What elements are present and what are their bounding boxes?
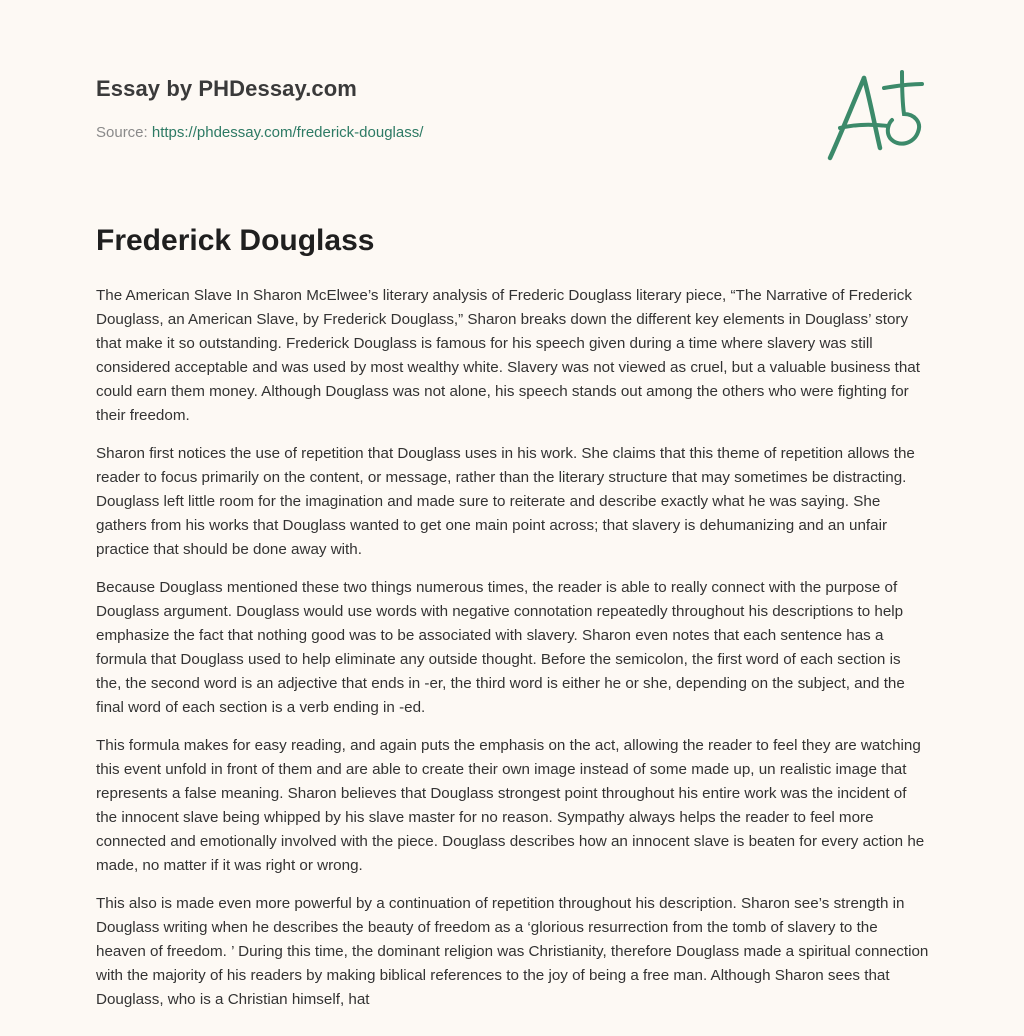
essay-paragraph: The American Slave In Sharon McElwee’s literary analysis of Frederic Douglass literary piece, “The Narrative of Frederick Douglass, an American Slave, by Frederick Douglass,” Sharon breaks down the different key elements in Douglass’ story that make it so outstanding. Frederick Douglass is famous for his speech given during a time where slavery was still considered acceptable and was used by most wealthy white. Slavery was not viewed as cruel, but a valuable business that could earn them money. Although Douglass was not alone, his speech stands out among the others who were fighting for their freedom. [96, 287, 920, 424]
source-link[interactable]: https://phdessay.com/frederick-douglass/ [151, 124, 424, 141]
essay-body [96, 284, 930, 1026]
essay-paragraph: This also is made even more powerful by a continuation of repetition throughout his description. Sharon see’s strength in Douglass writing when he describes the beauty of freedom as a ‘glorious resurrection from the tomb of slavery to the heaven of freedom. ’ During this time, the dominant religion was Christianity, therefore Douglass made a spiritual connection with the majority of his readers by making biblical references to the joy of being a free man. Although Sharon sees that Douglass, who is a Christian himself, hat [96, 895, 929, 1008]
essay-title: Frederick Douglass [96, 224, 375, 257]
site-brand: Essay by PHDessay.com [96, 76, 357, 101]
essay-paragraph: Sharon first notices the use of repetition that Douglass uses in his work. She claims that this theme of repetition allows the reader to focus primarily on the content, or message, rather than the literary structure that may sometimes be distracting. Douglass left little room for the imagination and made sure to reiterate and describe exactly what he was saying. She gathers from his works that Douglass wanted to get one main point across; that slavery is dehumanizing and an unfair practice that should be done away with. [96, 445, 915, 558]
source-line [96, 124, 423, 141]
a-plus-logo-icon [818, 66, 930, 166]
essay-paragraph: Because Douglass mentioned these two things numerous times, the reader is able to really connect with the purpose of Douglass argument. Douglass would use words with negative connotation repeatedly throughout his descriptions to help emphasize the fact that nothing good was to be associated with slavery. Sharon even notes that each sentence has a formula that Douglass used to help eliminate any outside thought. Before the semicolon, the first word of each section is the, the second word is an adjective that ends in -er, the third word is either he or she, depending on the subject, and the final word of each section is a verb ending in -ed. [96, 579, 905, 716]
source-label: Source: [96, 124, 148, 141]
essay-paragraph: This formula makes for easy reading, and again puts the emphasis on the act, allowing the reader to feel they are watching this event unfold in front of them and are able to create their own image instead of some made up, un realistic image that represents a false meaning. Sharon believes that Douglass strongest point throughout his entire work was the incident of the innocent slave being whipped by his slave master for no reason. Sympathy always helps the reader to feel more connected and emotionally involved with the piece. Douglass describes how an innocent slave is beaten for every action he made, no matter if it was right or wrong. [96, 737, 925, 874]
